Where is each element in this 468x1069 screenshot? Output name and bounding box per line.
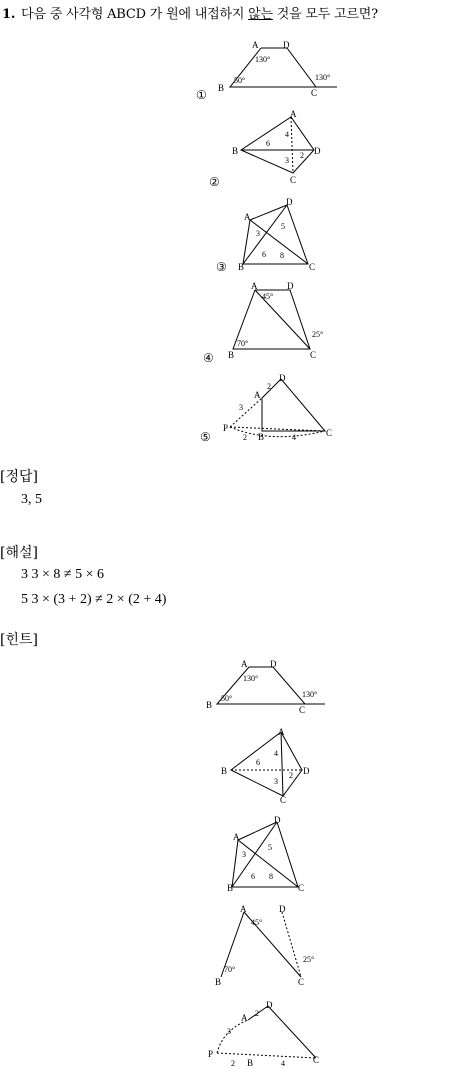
figure-measure-choices-3-measures-1: 25° <box>312 330 324 339</box>
figure-vertex-label-hint_figures-1-labels-0: A <box>278 727 285 737</box>
figure-vertex-label-hint_figures-1-labels-3: C <box>280 795 287 805</box>
figure-measure-hint_figures-2-measures-0: 3 <box>242 850 246 859</box>
figure-vertex-label-hint_figures-0-labels-0: A <box>241 659 248 669</box>
explanation-line-2: 5 3 × (3 + 2) ≠ 2 × (2 + 4) <box>21 592 167 607</box>
figure-choice-3 <box>216 197 315 274</box>
figure-vertex-label-hint_figures-2-labels-1: A <box>233 832 240 842</box>
figure-vertex-label-choices-4-labels-0: D <box>279 373 286 383</box>
hint-figure-3 <box>227 815 304 893</box>
figure-vertex-label-hint_figures-1-labels-1: B <box>221 766 228 776</box>
figure-measure-hint_figures-0-measures-1: 50° <box>221 694 233 703</box>
figure-vertex-label-hint_figures-1-labels-2: D <box>303 766 310 776</box>
figure-measure-choices-3-measures-2: 70° <box>237 339 249 348</box>
answer-heading: [정답] <box>0 469 38 485</box>
figure-measure-hint_figures-2-measures-2: 6 <box>251 872 255 881</box>
figure-measure-hint_figures-3-measures-1: 25° <box>303 955 315 964</box>
figure-measure-choices-1-measures-1: 6 <box>266 139 270 148</box>
figure-measure-choices-1-measures-3: 2 <box>300 151 304 160</box>
figure-vertex-label-hint_figures-3-labels-0: A <box>240 904 247 914</box>
figure-measure-choices-3-measures-0: 45° <box>262 292 274 301</box>
figure-measure-hint_figures-4-measures-0: 2 <box>255 1009 259 1018</box>
figure-choice-2 <box>209 109 321 189</box>
figure-vertex-label-hint_figures-0-labels-2: B <box>206 700 213 710</box>
figure-measure-hint_figures-1-measures-3: 2 <box>289 771 293 780</box>
figure-measure-choices-4-measures-3: 4 <box>292 433 296 442</box>
figure-measure-choices-0-measures-2: 130° <box>315 73 331 82</box>
figure-measure-choices-1-measures-2: 3 <box>285 156 289 165</box>
figure-measure-hint_figures-4-measures-1: 3 <box>227 1027 231 1036</box>
figure-vertex-label-choices-3-labels-3: C <box>310 350 317 360</box>
figure-measure-choices-2-measures-2: 6 <box>262 250 266 259</box>
choice-marker-2: ② <box>209 175 220 189</box>
figure-vertex-label-choices-0-labels-0: A <box>252 40 259 50</box>
figure-vertex-label-hint_figures-4-labels-2: P <box>208 1049 214 1059</box>
figure-vertex-label-hint_figures-0-labels-3: C <box>299 705 306 715</box>
figure-vertex-label-choices-2-labels-2: B <box>238 262 245 272</box>
figure-vertex-label-choices-3-labels-2: B <box>228 350 235 360</box>
figure-vertex-label-choices-2-labels-1: A <box>244 212 251 222</box>
figure-vertex-label-choices-2-labels-0: D <box>286 197 293 207</box>
figure-measure-hint_figures-4-measures-3: 4 <box>281 1059 285 1068</box>
hint-figure-4 <box>215 904 314 987</box>
figure-vertex-label-hint_figures-3-labels-3: C <box>298 977 305 987</box>
figure-vertex-label-hint_figures-0-labels-1: D <box>270 659 277 669</box>
figure-choice-4 <box>203 281 323 365</box>
figure-vertex-label-choices-4-labels-2: P <box>223 423 229 433</box>
figure-vertex-label-choices-4-labels-4: C <box>326 428 333 438</box>
figure-vertex-label-hint_figures-4-labels-1: A <box>241 1013 248 1023</box>
hint-figure-2 <box>221 727 310 805</box>
hint-figure-5 <box>208 1000 319 1068</box>
figure-vertex-label-choices-4-labels-1: A <box>254 390 261 400</box>
figure-measure-hint_figures-0-measures-2: 130° <box>302 690 318 699</box>
figure-measure-choices-4-measures-0: 2 <box>267 382 271 391</box>
figure-vertex-label-hint_figures-3-labels-2: B <box>215 977 222 987</box>
figure-vertex-label-choices-4-labels-3: B <box>258 432 265 442</box>
figure-measure-choices-2-measures-1: 5 <box>281 222 285 231</box>
figure-measure-choices-0-measures-1: 50° <box>234 76 246 85</box>
figure-vertex-label-choices-1-labels-0: A <box>290 109 297 119</box>
hint-figure-1 <box>206 659 325 715</box>
figure-vertex-label-choices-3-labels-0: A <box>251 281 258 291</box>
question-number: 1. <box>2 7 16 22</box>
figure-measure-hint_figures-0-measures-0: 130° <box>243 674 259 683</box>
explanation-line-1: 3 3 × 8 ≠ 5 × 6 <box>21 567 104 582</box>
figure-vertex-label-hint_figures-4-labels-3: B <box>247 1058 254 1068</box>
figure-measure-choices-1-measures-0: 4 <box>285 130 289 139</box>
figure-measure-choices-4-measures-2: 2 <box>243 433 247 442</box>
figure-measure-hint_figures-2-measures-3: 8 <box>269 872 273 881</box>
figure-vertex-label-hint_figures-2-labels-2: B <box>227 883 234 893</box>
figure-measure-choices-2-measures-3: 8 <box>280 251 284 260</box>
figure-vertex-label-hint_figures-3-labels-1: D <box>279 904 286 914</box>
figure-choice-1 <box>196 40 337 102</box>
choice-marker-3: ③ <box>216 260 227 274</box>
underlined-word: 않는 <box>248 7 273 22</box>
hint-heading: [힌트] <box>0 632 38 648</box>
choice-marker-5: ⑤ <box>200 430 211 444</box>
figure-vertex-label-choices-1-labels-1: B <box>232 146 239 156</box>
figure-measure-choices-0-measures-0: 130° <box>255 55 271 64</box>
answer-value: 3, 5 <box>21 492 42 507</box>
figure-vertex-label-choices-3-labels-1: D <box>287 281 294 291</box>
figure-vertex-label-hint_figures-2-labels-3: C <box>298 883 305 893</box>
choice-marker-1: ① <box>196 88 207 102</box>
figure-vertex-label-choices-0-labels-2: B <box>218 83 225 93</box>
figure-vertex-label-hint_figures-4-labels-4: C <box>313 1055 320 1065</box>
figure-measure-hint_figures-3-measures-2: 70° <box>224 965 236 974</box>
figure-measure-hint_figures-2-measures-1: 5 <box>268 843 272 852</box>
question-text: 1. 다음 중 사각형 ABCD 가 원에 내접하지 않는 것을 모두 고르면? <box>2 7 378 22</box>
figure-vertex-label-choices-1-labels-2: D <box>314 146 321 156</box>
figure-vertex-label-choices-2-labels-3: C <box>309 262 316 272</box>
explanation-heading: [해설] <box>0 545 38 561</box>
figure-vertex-label-choices-1-labels-3: C <box>290 175 297 185</box>
figure-measure-choices-4-measures-1: 3 <box>239 403 243 412</box>
figure-measure-hint_figures-1-measures-0: 4 <box>274 749 278 758</box>
figure-measure-hint_figures-3-measures-0: 45° <box>251 918 263 927</box>
figure-vertex-label-hint_figures-4-labels-0: D <box>266 1000 273 1010</box>
figure-measure-hint_figures-1-measures-2: 3 <box>274 777 278 786</box>
figure-measure-hint_figures-4-measures-2: 2 <box>231 1059 235 1068</box>
figure-measure-choices-2-measures-0: 3 <box>256 229 260 238</box>
figure-measure-hint_figures-1-measures-1: 6 <box>256 758 260 767</box>
choice-marker-4: ④ <box>203 351 214 365</box>
figure-vertex-label-hint_figures-2-labels-0: D <box>274 815 281 825</box>
figure-choice-5 <box>200 373 332 444</box>
figure-vertex-label-choices-0-labels-1: D <box>283 40 290 50</box>
figure-vertex-label-choices-0-labels-3: C <box>311 88 318 98</box>
